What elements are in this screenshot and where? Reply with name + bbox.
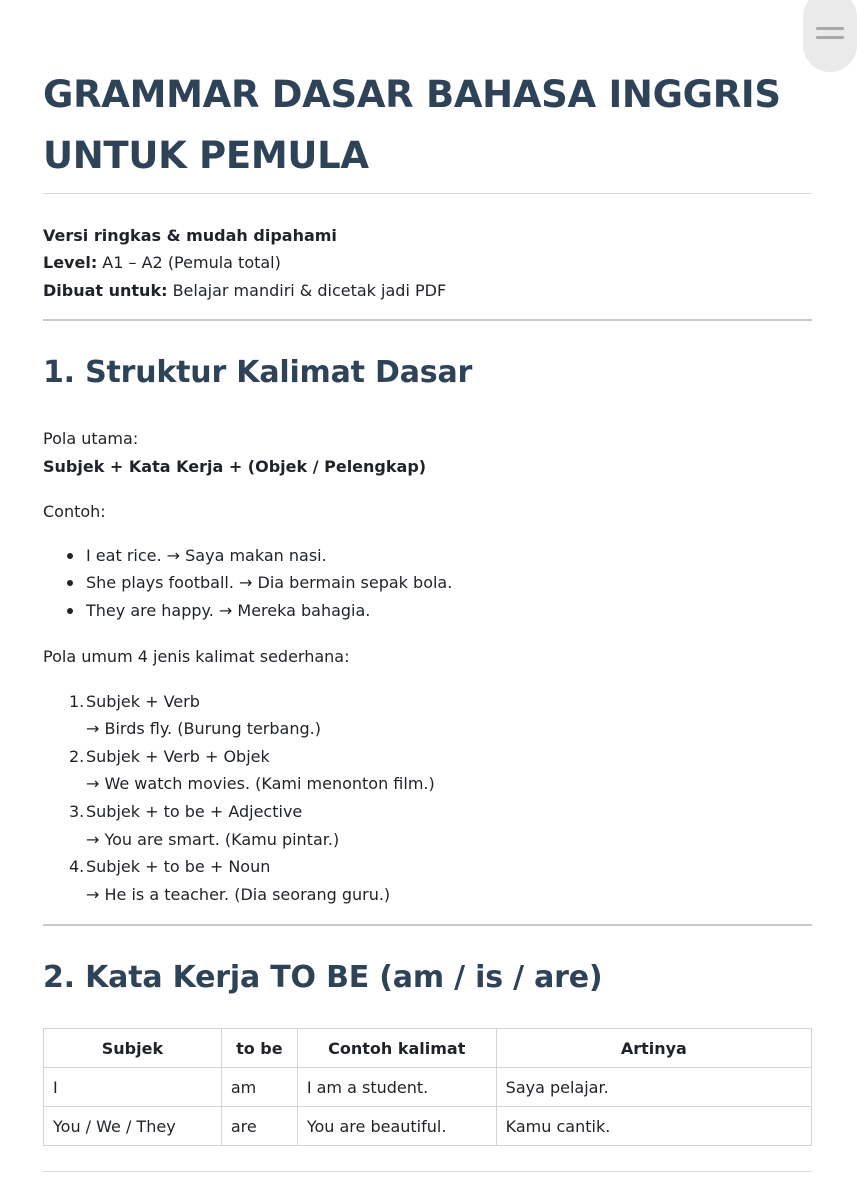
types-label: Pola umum 4 jenis kalimat sederhana: [43,647,350,666]
list-number: 2. [69,747,85,766]
bullet-icon [67,608,73,614]
page-title: GRAMMAR DASAR BAHASA INGGRIS UNTUK PEMULA [43,73,781,177]
type-example: → Birds fly. (Burung terbang.) [86,719,321,738]
menu-icon [816,27,844,30]
type-example: → You are smart. (Kamu pintar.) [86,830,340,849]
type-pattern: Subjek + to be + Adjective [86,802,303,821]
section-2-heading: 2. Kata Kerja TO BE (am / is / are) [43,960,603,995]
table-cell: I am a student. [297,1068,496,1107]
table-cell: You are beautiful. [297,1107,496,1146]
list-number: 3. [69,802,85,821]
pattern-label: Pola utama: [43,429,139,448]
type-pattern: Subjek + Verb [86,692,200,711]
list-number: 4. [69,857,85,876]
table-cell: are [221,1107,297,1146]
title-divider [43,193,812,194]
menu-icon-bar [816,36,844,39]
meta-divider [43,319,812,321]
type-example: → He is a teacher. (Dia seorang guru.) [86,885,391,904]
example-item: She plays football. → Dia bermain sepak bola. [86,573,453,592]
to-be-table [43,1028,812,1146]
section-1-heading: 1. Struktur Kalimat Dasar [43,355,473,390]
list-number: 1. [69,692,85,711]
meta-level [43,253,281,273]
table-row [44,1107,812,1146]
example-item: I eat rice. → Saya makan nasi. [86,546,327,565]
table-header: Artinya [496,1029,811,1068]
meta-made-for-value: Belajar mandiri & dicetak jadi PDF [167,281,447,300]
table-cell: You / We / They [44,1107,222,1146]
bullet-icon [67,553,73,559]
meta-made-for-label: Dibuat untuk: [43,281,168,300]
table-cell: Saya pelajar. [496,1068,811,1107]
table-header: Contoh kalimat [297,1029,496,1068]
table-cell: am [221,1068,297,1107]
type-pattern: Subjek + Verb + Objek [86,747,270,766]
bottom-divider [43,1171,812,1172]
table-header: Subjek [44,1029,222,1068]
type-pattern: Subjek + to be + Noun [86,857,271,876]
section-divider [43,924,812,926]
table-cell: Kamu cantik. [496,1107,811,1146]
meta-level-value: A1 – A2 (Pemula total) [97,253,281,272]
example-label: Contoh: [43,502,106,521]
bullet-icon [67,580,73,586]
meta-tagline: Versi ringkas & mudah dipahami [43,226,337,245]
pattern-formula: Subjek + Kata Kerja + (Objek / Pelengkap) [43,457,427,476]
table-header-row [44,1029,812,1068]
table-cell: I [44,1068,222,1107]
type-example: → We watch movies. (Kami menonton film.) [86,774,435,793]
example-item: They are happy. → Mereka bahagia. [86,601,371,620]
meta-made-for [43,281,446,301]
table-row [44,1068,812,1107]
table-header: to be [221,1029,297,1068]
meta-level-label: Level: [43,253,98,272]
menu-button[interactable] [803,0,857,72]
